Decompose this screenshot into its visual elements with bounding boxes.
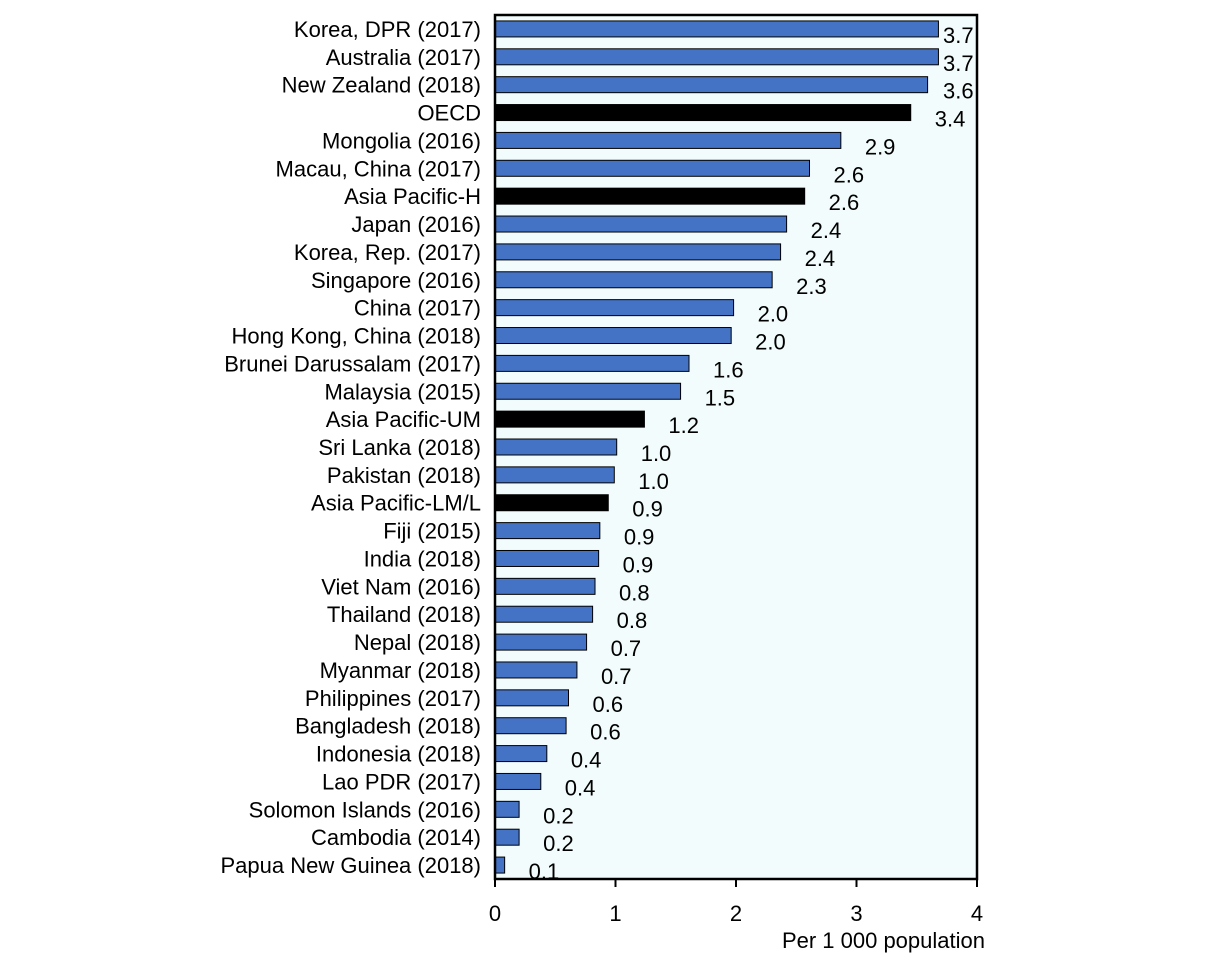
category-label: Korea, DPR (2017) (293, 16, 481, 42)
bar (495, 495, 608, 511)
x-tick-label: 0 (488, 901, 502, 926)
data-label: 0.1 (528, 859, 560, 885)
data-label: 0.8 (619, 580, 650, 606)
data-label: 1.5 (704, 385, 736, 411)
bar (495, 467, 614, 483)
bar (495, 49, 938, 65)
bar (495, 216, 787, 232)
bar (495, 105, 911, 121)
category-label: OECD (417, 100, 481, 126)
category-labels (221, 17, 482, 878)
data-label: 0.9 (632, 496, 663, 522)
bar (495, 411, 644, 427)
category-label: Brunei Darussalam (2017) (224, 351, 481, 377)
data-label: 2.0 (757, 301, 789, 327)
bar (495, 634, 587, 650)
data-label: 0.8 (616, 608, 648, 634)
category-label: Singapore (2016) (310, 267, 481, 293)
category-label: New Zealand (2018) (281, 72, 481, 98)
bar (495, 801, 519, 817)
data-label: 2.4 (810, 218, 842, 244)
data-label: 1.0 (638, 468, 669, 494)
category-label: Asia Pacific-LM/L (311, 490, 481, 516)
category-label: India (2018) (363, 546, 481, 572)
bar (495, 690, 569, 706)
data-label: 0.2 (543, 831, 574, 857)
data-label: 2.6 (833, 162, 865, 188)
bar (495, 773, 541, 789)
category-label: Lao PDR (2017) (322, 769, 481, 795)
data-label: 1.6 (713, 357, 744, 383)
category-label: Mongolia (2016) (322, 128, 481, 154)
bar (495, 829, 519, 845)
category-label: Indonesia (2018) (315, 741, 481, 767)
bar (495, 606, 593, 622)
data-label: 0.6 (592, 691, 624, 717)
category-label: Asia Pacific-H (344, 184, 481, 210)
x-tick-label: 2 (729, 901, 743, 926)
category-label: Thailand (2018) (326, 602, 481, 628)
bar (495, 718, 566, 734)
bar (495, 523, 600, 539)
x-tick-label: 4 (970, 901, 984, 926)
bar (495, 439, 617, 455)
data-label: 0.9 (622, 552, 654, 578)
category-label: Cambodia (2014) (311, 825, 481, 851)
bar (495, 160, 810, 176)
bar (495, 746, 547, 762)
bar (495, 383, 681, 399)
category-label: Asia Pacific-UM (325, 407, 481, 433)
category-label: Malaysia (2015) (324, 379, 481, 405)
bar (495, 244, 781, 260)
category-label: Bangladesh (2018) (295, 713, 481, 739)
data-label: 0.2 (543, 803, 574, 829)
data-label: 0.7 (600, 663, 632, 689)
bar (495, 550, 599, 566)
bar (495, 328, 731, 344)
data-label: 0.9 (623, 524, 655, 550)
x-tick-label: 3 (850, 901, 863, 926)
category-label: Nepal (2018) (353, 630, 481, 656)
bar (495, 355, 689, 371)
data-label: 0.7 (610, 636, 642, 662)
category-label: Korea, Rep. (2017) (293, 239, 481, 265)
bar (495, 578, 595, 594)
category-label: Japan (2016) (351, 212, 481, 238)
data-label: 3.6 (943, 78, 974, 104)
bar (495, 272, 772, 288)
bar (495, 132, 841, 148)
category-label: Pakistan (2018) (326, 462, 481, 488)
data-label: 2.6 (828, 190, 860, 216)
data-label: 3.7 (943, 50, 974, 76)
x-tick-label: 1 (609, 901, 622, 926)
x-axis-label: Per 1 000 population (781, 928, 985, 953)
category-label: Australia (2017) (325, 44, 481, 70)
data-label: 1.0 (640, 441, 672, 466)
bar (495, 662, 577, 678)
category-label: Philippines (2017) (304, 685, 481, 711)
bar (495, 188, 805, 204)
category-label: Macau, China (2017) (275, 156, 481, 182)
data-label: 1.2 (668, 413, 700, 439)
data-label: 0.4 (570, 747, 602, 773)
data-label: 2.0 (755, 329, 786, 355)
category-label: Hong Kong, China (2018) (231, 323, 481, 349)
data-label: 2.9 (864, 134, 896, 160)
category-label: Papua New Guinea (2018) (220, 853, 481, 879)
bar (495, 21, 938, 37)
category-label: Fiji (2015) (383, 518, 481, 544)
category-label: Solomon Islands (2016) (248, 797, 481, 823)
data-label: 0.4 (564, 775, 596, 801)
data-label: 2.3 (796, 273, 827, 299)
bar (495, 300, 734, 316)
data-label: 3.7 (943, 22, 974, 48)
category-label: Myanmar (2018) (319, 657, 481, 683)
bar (495, 77, 928, 93)
data-label: 3.4 (934, 106, 966, 132)
bar (495, 857, 505, 873)
category-label: China (2017) (353, 295, 481, 321)
data-label: 2.4 (804, 245, 836, 271)
x-axis-ticks (489, 879, 983, 926)
category-label: Viet Nam (2016) (321, 574, 481, 600)
category-label: Sri Lanka (2018) (318, 435, 481, 460)
data-label: 0.6 (590, 719, 621, 745)
